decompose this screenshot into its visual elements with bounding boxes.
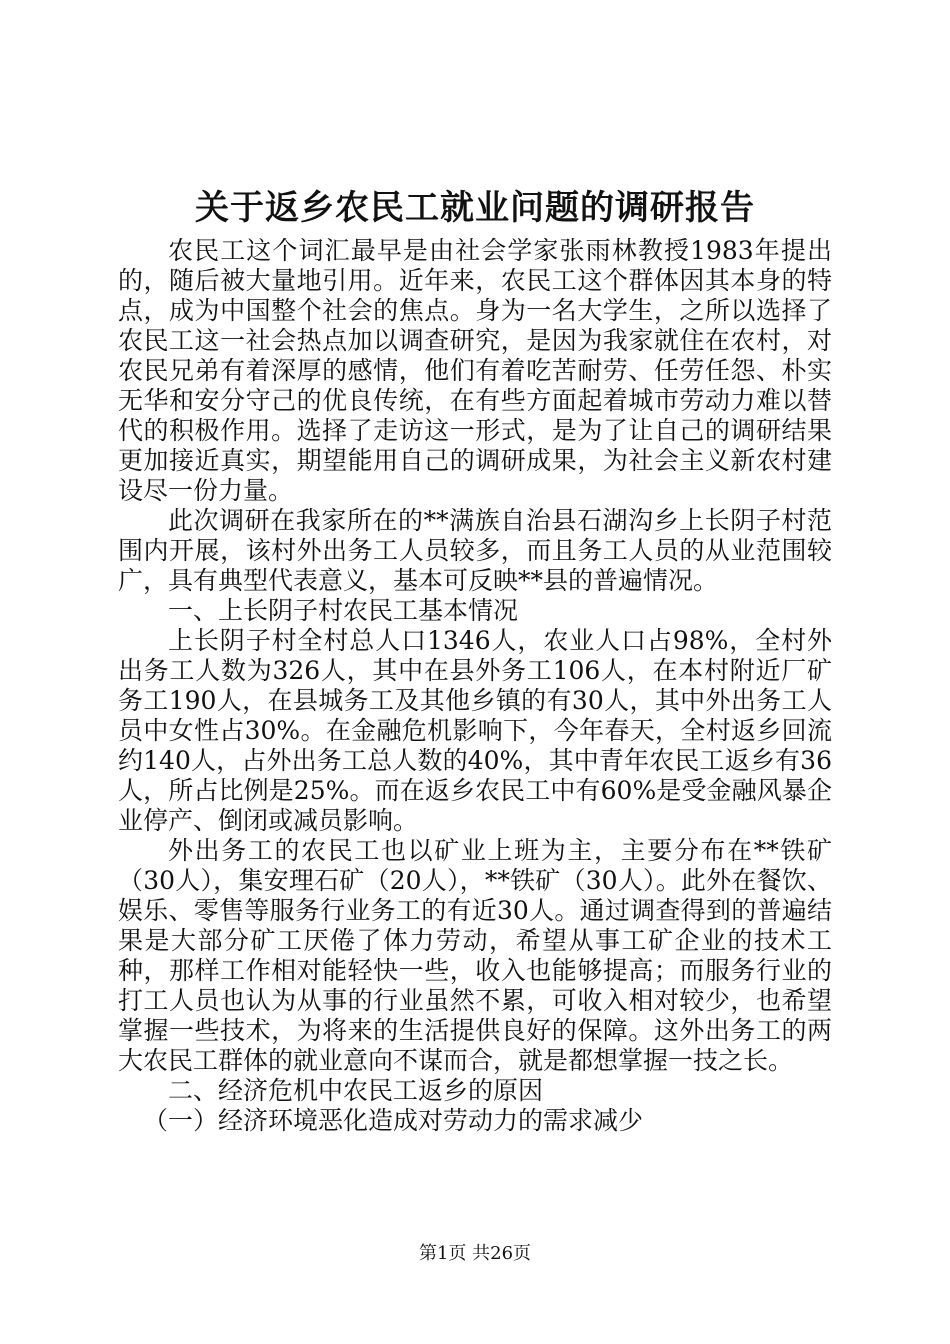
intro-paragraph-1: 农民工这个词汇最早是由社会学家张雨林教授1983年提出的，随后被大量地引用。近年来，农民工这个群体因其本身的特点，成为中国整个社会的焦点。身为一名大学生，之所以选择了农民工这一社会热点加以调查研究，是因为我家就住在农村，对农民兄弟有着深厚的感情，他们有着吃苦耐劳、任劳任怨、朴实无华和安分守己的优良传统，在有些方面起着城市劳动力难以替代的积极作用。选择了走访这一形式，是为了让自己的调研结果更加接近真实，期望能用自己的调研成果，为社会主义新农村建设尽一份力量。 xyxy=(118,236,832,505)
section-1-paragraph-1: 上长阴子村全村总人口1346人，农业人口占98%，全村外出务工人数为326人，其中在县外务工106人，在本村附近厂矿务工190人，在县城务工及其他乡镇的有30人，其中外出务工人员中女性占30%。在金融危机影响下，今年春天，全村返乡回流约140人，占外出务工总人数的40%，其中青年农民工返乡有36人，所占比例是25%。而在返乡农民工中有60%是受金融风暴企业停产、倒闭或减员影响。 xyxy=(118,626,832,835)
section-1-heading: 一、上长阴子村农民工基本情况 xyxy=(168,596,519,625)
document-title: 关于返乡农民工就业问题的调研报告 xyxy=(195,188,755,228)
document-body xyxy=(118,236,832,1136)
section-2-subheading: （一）经济环境恶化造成对劳动力的需求减少 xyxy=(143,1106,644,1135)
intro-paragraph-2: 此次调研在我家所在的**满族自治县石湖沟乡上长阴子村范围内开展，该村外出务工人员较多，而且务工人员的从业范围较广，具有典型代表意义，基本可反映**县的普遍情况。 xyxy=(118,506,832,595)
section-1-paragraph-2: 外出务工的农民工也以矿业上班为主，主要分布在**铁矿（30人），集安理石矿（20人），**铁矿（30人）。此外在餐饮、娱乐、零售等服务行业务工的有近30人。通过调查得到的普遍结果是大部分矿工厌倦了体力劳动，希望从事工矿企业的技术工种，那样工作相对能轻快一些，收入也能够提高；而服务行业的打工人员也认为从事的行业虽然不累，可收入相对较少，也希望掌握一些技术，为将来的生活提供良好的保障。这外出务工的两大农民工群体的就业意向不谋而合，就是都想掌握一技之长。 xyxy=(118,836,832,1075)
section-2-heading: 二、经济危机中农民工返乡的原因 xyxy=(168,1076,544,1105)
page-footer: 第1页 共26页 xyxy=(418,1243,532,1264)
